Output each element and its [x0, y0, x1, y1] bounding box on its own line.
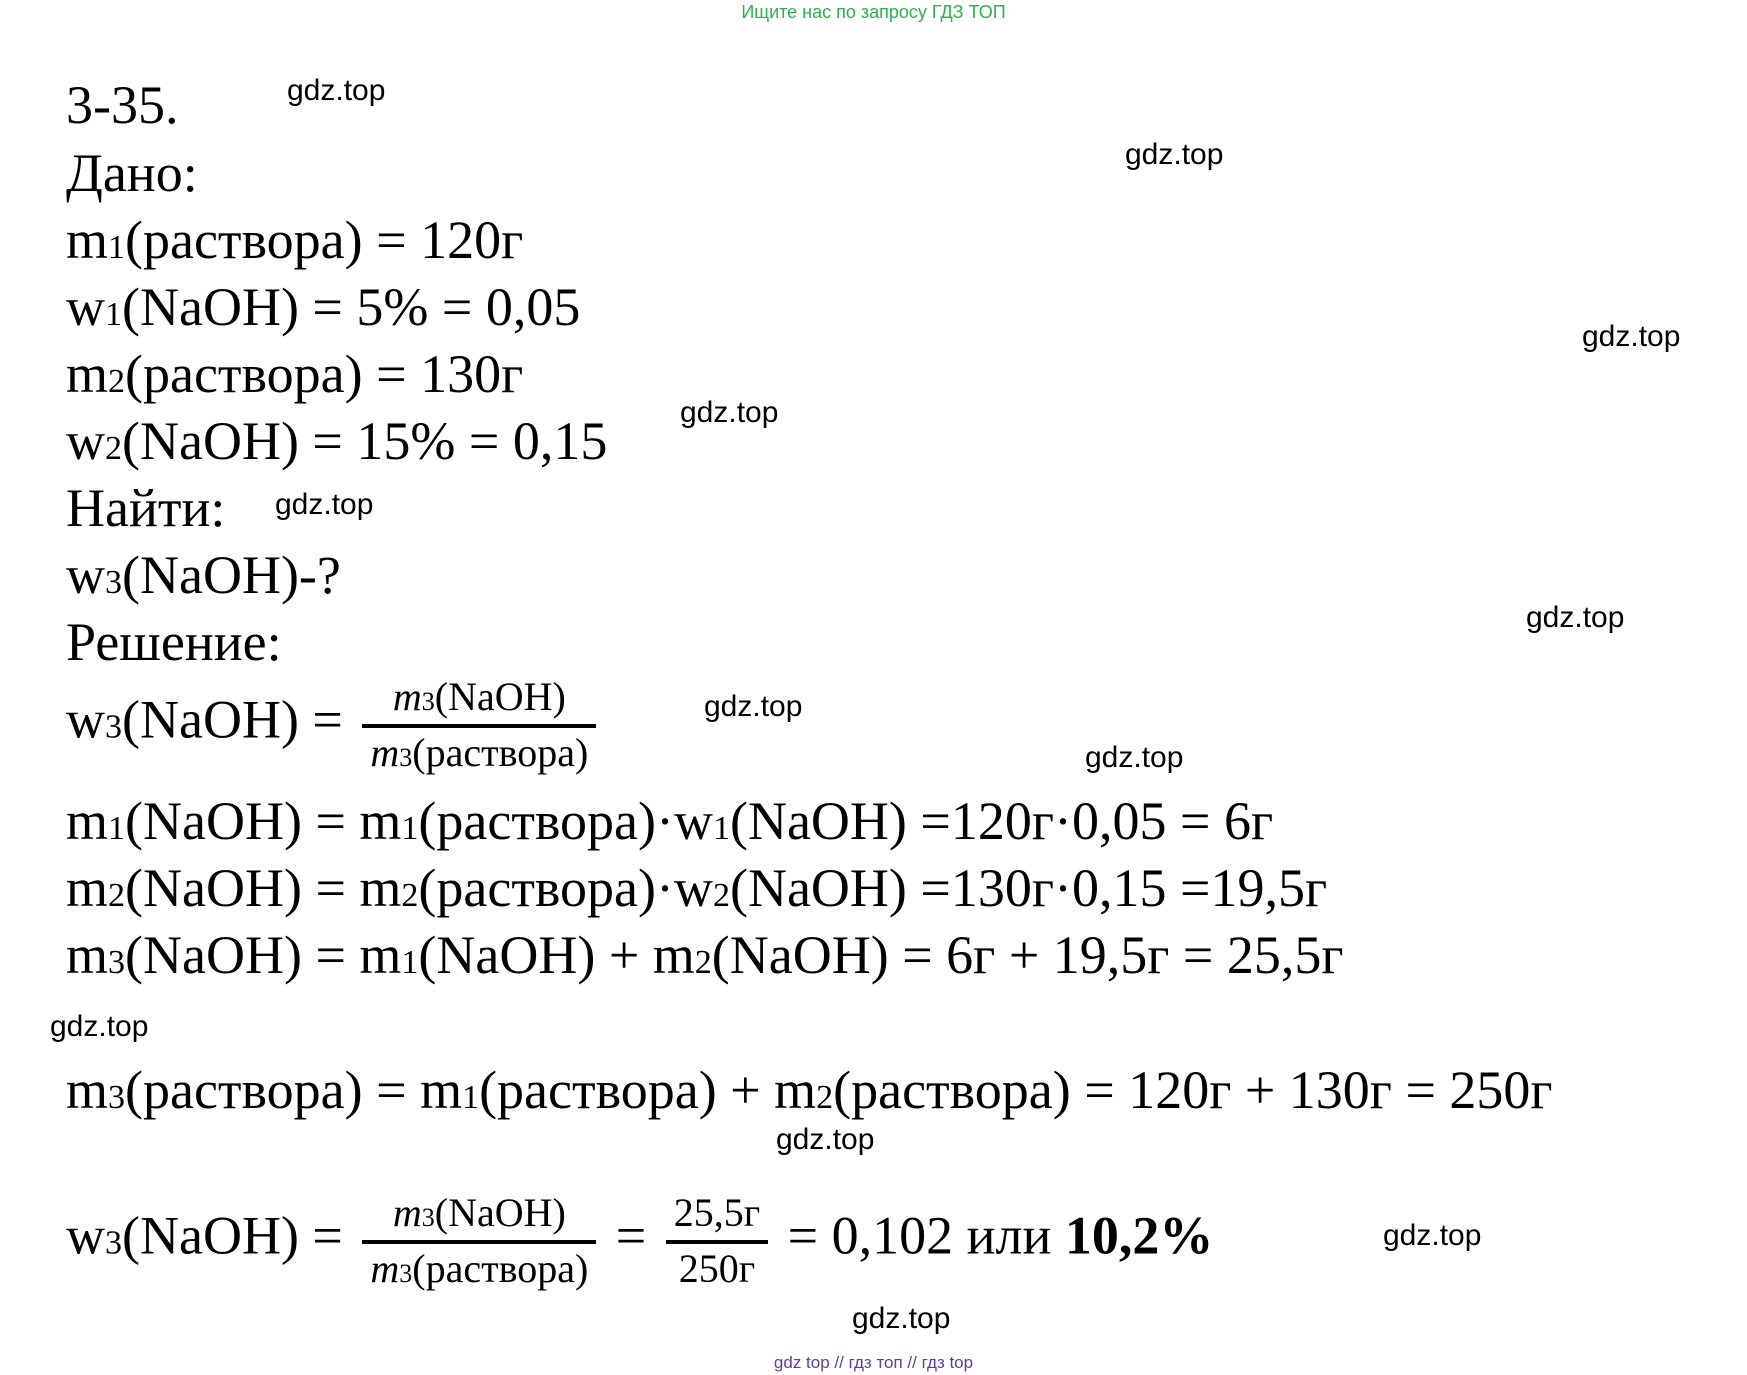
calc-line: m1(NaOH) = m1(раствора)·w1(NaOH) =120г·0,05 = 6г	[66, 791, 1274, 851]
fraction: $\frac{\text{m3(NaOH)}}{\text{m3(раствора)}}$	[362, 1190, 596, 1292]
watermark: gdz.top	[50, 1010, 149, 1043]
watermark: gdz.top	[704, 690, 803, 723]
given-item: m1(раствора) = 120г	[66, 210, 524, 270]
watermark: gdz.top	[1085, 741, 1184, 774]
calc-line: m3(раствора) = m1(раствора) + m2(раствора) = 120г + 130г = 250г	[66, 1060, 1553, 1120]
problem-number: 3-35.	[66, 75, 179, 135]
final-formula: w3(NaOH) = $\frac{\text{m3(NaOH)}}{\text{m3(раствора)}}$ = $\frac{25,5г}{250г}$ = 0,102 или 10,2%	[66, 1190, 1214, 1291]
fraction: $\frac{\text{m3(NaOH)}}{\text{m3(раствора)}}$	[362, 674, 596, 776]
watermark: gdz.top	[287, 74, 386, 107]
formula-w3: w3(NaOH) = $\frac{\text{m3(NaOH)}}{\text{m3(раствора)}}$	[66, 674, 602, 776]
watermark: gdz.top	[1125, 138, 1224, 171]
watermark: gdz.top	[776, 1123, 875, 1156]
fraction: $\frac{25,5г}{250г}$	[666, 1190, 768, 1292]
given-item: m2(раствора) = 130г	[66, 344, 524, 404]
header-note: Ищите нас по запросу ГДЗ ТОП	[741, 2, 1006, 22]
calc-line: m3(NaOH) = m1(NaOH) + m2(NaOH) = 6г + 19,5г = 25,5г	[66, 925, 1344, 985]
watermark: gdz.top	[680, 396, 779, 429]
watermark: gdz.top	[1526, 601, 1625, 634]
solution-heading: Решение:	[66, 612, 282, 672]
watermark: gdz.top	[275, 488, 374, 521]
find-item: w3(NaOH)-?	[66, 545, 341, 605]
final-answer: 10,2%	[1064, 1205, 1214, 1266]
given-item: w1(NaOH) = 5% = 0,05	[66, 277, 581, 337]
watermark: gdz.top	[1582, 320, 1681, 353]
given-heading: Дано:	[66, 143, 198, 203]
footer-note: gdz top // гдз топ // гдз top	[773, 1353, 974, 1372]
find-heading: Найти:	[66, 478, 226, 538]
watermark: gdz.top	[852, 1302, 951, 1335]
given-item: w2(NaOH) = 15% = 0,15	[66, 411, 608, 471]
watermark: gdz.top	[1383, 1219, 1482, 1252]
calc-line: m2(NaOH) = m2(раствора)·w2(NaOH) =130г·0,15 =19,5г	[66, 858, 1328, 918]
